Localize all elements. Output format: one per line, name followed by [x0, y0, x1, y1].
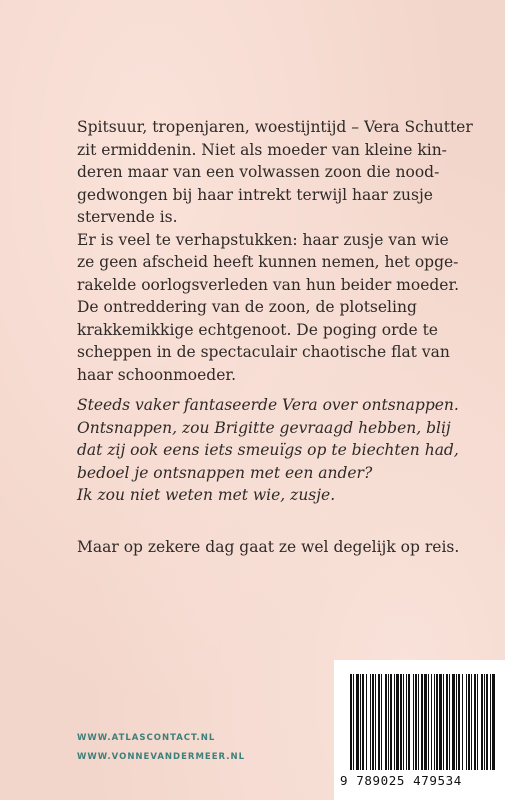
blurb-line: zit ermiddenin. Niet als moeder van kleine kin-	[77, 140, 447, 159]
barcode-bars	[348, 674, 498, 770]
website-links	[77, 733, 245, 771]
blurb-line: ze geen afscheid heeft kunnen nemen, het opge-	[77, 253, 459, 271]
quote-line: dat zij ook eens iets smeuïgs op te biechten had,	[77, 441, 459, 459]
closing-line: Maar op zekere dag gaat ze wel degelijk op reis.	[77, 538, 460, 556]
publisher-url[interactable]: WWW.ATLASCONTACT.NL	[77, 733, 216, 743]
blurb-line: haar schoonmoeder.	[77, 365, 236, 384]
blurb-closing	[77, 536, 477, 559]
blurb-line: Spitsuur, tropenjaren, woestijntijd – Vera Schutter	[77, 118, 473, 136]
blurb-paragraph-1	[77, 116, 477, 386]
blurb-line: krakkemikkige echtgenoot. De poging orde te	[77, 320, 438, 339]
quote-line: bedoel je ontsnappen met een ander?	[77, 463, 373, 482]
author-url[interactable]: WWW.VONNEVANDERMEER.NL	[77, 752, 245, 762]
blurb-quote-italic	[77, 394, 477, 507]
blurb-line: De ontreddering van de zoon, de plotseling	[77, 298, 417, 316]
quote-line: Steeds vaker fantaseerde Vera over ontsnappen.	[77, 396, 459, 414]
blurb-line: stervende is.	[77, 208, 178, 226]
blurb-line: Er is veel te verhapstukken: haar zusje van wie	[77, 230, 449, 249]
blurb-line: rakelde oorlogsverleden van hun beider moeder.	[77, 275, 460, 294]
quote-line: Ontsnappen, zou Brigitte gevraagd hebben, blij	[77, 418, 451, 437]
isbn-barcode	[334, 660, 505, 800]
blurb-line: scheppen in de spectaculair chaotische flat van	[77, 343, 450, 361]
quote-line: Ik zou niet weten met wie, zusje.	[77, 486, 336, 504]
blurb-line: gedwongen bij haar intrekt terwijl haar zusje	[77, 185, 433, 204]
blurb-line: deren maar van een volwassen zoon die nood-	[77, 163, 440, 181]
isbn-number: 9 789025 479534	[340, 773, 462, 788]
